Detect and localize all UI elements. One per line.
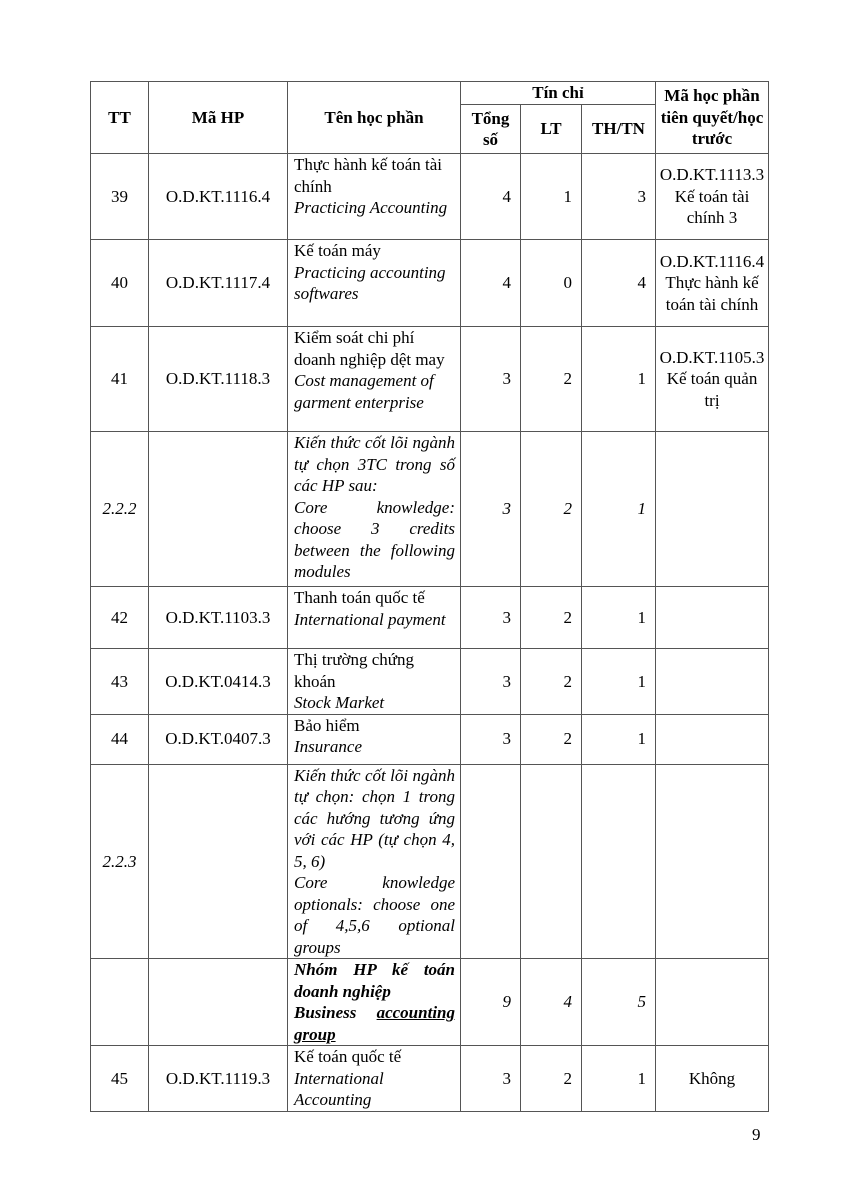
cell-lt: 1 <box>521 154 582 240</box>
header-row-1 <box>91 82 769 105</box>
col-header-ma-hp: Mã HP <box>149 82 288 154</box>
course-name-en: Insurance <box>294 737 362 756</box>
cell-tong-so: 3 <box>461 587 521 649</box>
table-row-42 <box>91 587 769 649</box>
course-name-vi: Bảo hiểm <box>294 715 360 735</box>
group-title-en-word2: accounting group <box>294 1003 455 1044</box>
cell-tt: 41 <box>91 327 149 432</box>
cell-tt: 2.2.2 <box>91 432 149 587</box>
cell-th-tn: 1 <box>582 587 656 649</box>
cell-course-name <box>288 649 461 715</box>
cell-tong-so: 9 <box>461 959 521 1046</box>
table-row-40 <box>91 240 769 327</box>
cell-tong-so: 3 <box>461 1046 521 1112</box>
cell-tong-so: 3 <box>461 327 521 432</box>
course-name-vi: Thực hành kế toán tài chính <box>294 155 442 196</box>
col-header-tin-chi: Tín chỉ <box>461 82 656 105</box>
course-name-en: Cost management of garment enterprise <box>294 371 434 412</box>
cell-prereq: Không <box>656 1046 769 1112</box>
table-row-2-2-3 <box>91 764 769 959</box>
cell-prereq <box>656 714 769 764</box>
col-header-tt: TT <box>91 82 149 154</box>
course-name-vi: Kế toán quốc tế <box>294 1047 402 1066</box>
table-row-41 <box>91 327 769 432</box>
cell-course-name <box>288 959 461 1046</box>
cell-th-tn: 1 <box>582 432 656 587</box>
course-name-vi: Thanh toán quốc tế <box>294 588 425 607</box>
cell-prereq <box>656 959 769 1046</box>
section-title-vi: Kiến thức cốt lõi ngành tự chọn: chọn 1 trong các hướng tương ứng với các HP (tự chọn 4, 5, 6) <box>294 765 455 871</box>
cell-ma-hp <box>149 959 288 1046</box>
cell-tong-so: 3 <box>461 714 521 764</box>
table-row-43 <box>91 649 769 715</box>
cell-course-name <box>288 432 461 587</box>
cell-ma-hp: O.D.KT.1118.3 <box>149 327 288 432</box>
cell-course-name <box>288 154 461 240</box>
cell-lt <box>521 764 582 959</box>
col-header-lt: LT <box>521 105 582 154</box>
cell-lt: 2 <box>521 432 582 587</box>
course-name-en: Practicing Accounting <box>294 198 448 217</box>
col-header-th-tn: TH/TN <box>582 105 656 154</box>
cell-lt: 2 <box>521 587 582 649</box>
cell-tt: 42 <box>91 587 149 649</box>
table-row-45 <box>91 1046 769 1112</box>
cell-th-tn: 4 <box>582 240 656 327</box>
cell-lt: 0 <box>521 240 582 327</box>
col-header-prereq: Mã học phần tiên quyết/học trước <box>656 82 769 154</box>
cell-course-name <box>288 327 461 432</box>
cell-prereq: O.D.KT.1116.4 Thực hành kế toán tài chính <box>656 240 769 327</box>
cell-ma-hp: O.D.KT.1103.3 <box>149 587 288 649</box>
cell-prereq <box>656 587 769 649</box>
course-name-en: Stock Market <box>294 693 385 712</box>
course-name-en: International payment <box>294 609 446 629</box>
course-name-vi: Kiểm soát chi phí doanh nghiệp dệt may <box>294 328 445 369</box>
cell-lt: 2 <box>521 714 582 764</box>
cell-lt: 2 <box>521 1046 582 1112</box>
group-title-en-word1: Business <box>294 1003 357 1022</box>
course-credit-table <box>90 81 769 1112</box>
table-row-44 <box>91 714 769 764</box>
col-header-ten-hoc-phan: Tên học phần <box>288 82 461 154</box>
cell-th-tn: 3 <box>582 154 656 240</box>
cell-th-tn: 1 <box>582 1046 656 1112</box>
course-name-vi: Thị trường chứng khoán <box>294 650 414 691</box>
cell-th-tn: 1 <box>582 714 656 764</box>
cell-prereq <box>656 764 769 959</box>
cell-tong-so: 4 <box>461 154 521 240</box>
group-title-en <box>294 1002 455 1045</box>
table-row-group-accounting <box>91 959 769 1046</box>
course-name-en: Practicing accounting softwares <box>294 262 446 303</box>
page-number: 9 <box>752 1125 761 1144</box>
cell-tt <box>91 959 149 1046</box>
cell-lt: 2 <box>521 649 582 715</box>
cell-course-name <box>288 240 461 327</box>
col-header-tong-so: Tổng số <box>461 105 521 154</box>
cell-ma-hp <box>149 764 288 959</box>
section-title-en: Core knowledge optionals: choose one of 4,5,6 optional groups <box>294 873 455 957</box>
cell-prereq <box>656 432 769 587</box>
cell-tt: 2.2.3 <box>91 764 149 959</box>
cell-th-tn: 1 <box>582 649 656 715</box>
cell-tt: 44 <box>91 714 149 764</box>
cell-course-name <box>288 1046 461 1112</box>
cell-th-tn: 1 <box>582 327 656 432</box>
cell-ma-hp: O.D.KT.1119.3 <box>149 1046 288 1112</box>
cell-course-name <box>288 714 461 764</box>
cell-prereq: O.D.KT.1113.3 Kế toán tài chính 3 <box>656 154 769 240</box>
course-name-en: International Accounting <box>294 1068 384 1109</box>
cell-tong-so: 3 <box>461 649 521 715</box>
cell-lt: 2 <box>521 327 582 432</box>
cell-tt: 39 <box>91 154 149 240</box>
cell-tt: 40 <box>91 240 149 327</box>
cell-ma-hp: O.D.KT.1117.4 <box>149 240 288 327</box>
cell-th-tn <box>582 764 656 959</box>
cell-tong-so <box>461 764 521 959</box>
cell-prereq: O.D.KT.1105.3 Kế toán quản trị <box>656 327 769 432</box>
table-row-2-2-2 <box>91 432 769 587</box>
cell-tong-so: 4 <box>461 240 521 327</box>
cell-tong-so: 3 <box>461 432 521 587</box>
cell-th-tn: 5 <box>582 959 656 1046</box>
table-row-39 <box>91 154 769 240</box>
cell-ma-hp: O.D.KT.0414.3 <box>149 649 288 715</box>
cell-tt: 45 <box>91 1046 149 1112</box>
cell-prereq <box>656 649 769 715</box>
cell-ma-hp <box>149 432 288 587</box>
cell-tt: 43 <box>91 649 149 715</box>
section-title-en: Core knowledge: choose 3 credits between the following modules <box>294 497 455 581</box>
section-title-vi: Kiến thức cốt lõi ngành tự chọn 3TC trong số các HP sau: <box>294 433 455 495</box>
group-title-vi: Nhóm HP kế toán doanh nghiệp <box>294 960 455 1001</box>
course-name-vi: Kế toán máy <box>294 241 381 260</box>
cell-ma-hp: O.D.KT.1116.4 <box>149 154 288 240</box>
cell-lt: 4 <box>521 959 582 1046</box>
cell-course-name <box>288 587 461 649</box>
cell-course-name <box>288 764 461 959</box>
cell-ma-hp: O.D.KT.0407.3 <box>149 714 288 764</box>
